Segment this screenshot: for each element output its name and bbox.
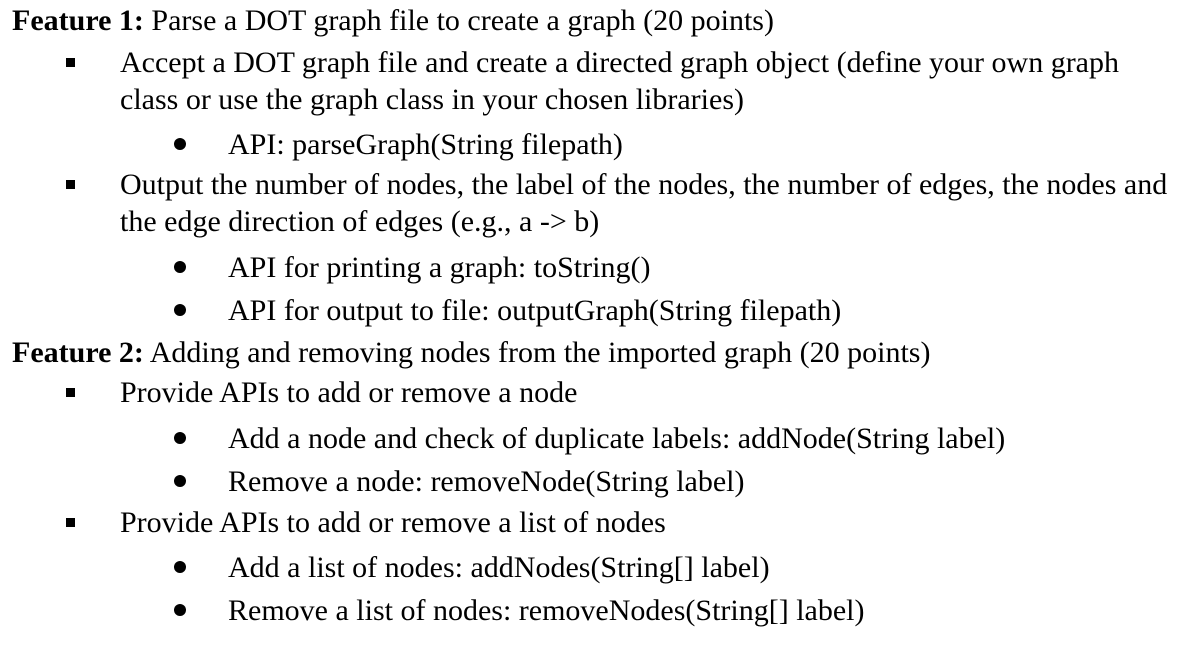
round-bullet-icon — [174, 304, 186, 316]
feature-2-item-1-sub-2-text: Remove a node: removeNode(String label) — [228, 465, 745, 498]
feature-1-item-1-sub-1 — [228, 126, 1178, 163]
feature-1-item-1 — [120, 44, 1180, 118]
feature-1-item-2-sub-1 — [228, 249, 1178, 286]
feature-2-item-2-sub-2-text: Remove a list of nodes: removeNodes(String[] label) — [228, 594, 865, 627]
feature-2-item-1-sub-2 — [228, 463, 1178, 500]
feature-1-item-2 — [120, 166, 1180, 240]
feature-1-item-2-sub-1-text: API for printing a graph: toString() — [228, 251, 651, 284]
square-bullet-icon — [66, 180, 75, 189]
feature-2-item-2-sub-1-text: Add a list of nodes: addNodes(String[] label) — [228, 551, 770, 584]
feature-2-item-2-sub-1 — [228, 549, 1178, 586]
feature-2-item-1-text: Provide APIs to add or remove a node — [120, 376, 578, 409]
feature-2-item-1 — [120, 374, 1180, 411]
feature-2-item-2-sub-2 — [228, 592, 1178, 629]
feature-1-item-2-text: Output the number of nodes, the label of the nodes, the number of edges, the nodes and the edge direction of edges (e.g., a -> b) — [120, 168, 1168, 238]
feature-2-item-2 — [120, 504, 1180, 541]
round-bullet-icon — [174, 138, 186, 150]
feature-2-item-1-sub-1 — [228, 420, 1178, 457]
feature-1-item-2-sub-2 — [228, 292, 1178, 329]
feature-1-heading — [12, 2, 774, 39]
round-bullet-icon — [174, 475, 186, 487]
feature-1-label: Feature 1: — [12, 4, 144, 37]
feature-1-item-1-sub-1-text: API: parseGraph(String filepath) — [228, 128, 623, 161]
feature-2-heading — [12, 334, 930, 371]
feature-1-item-2-sub-2-text: API for output to file: outputGraph(String filepath) — [228, 294, 842, 327]
feature-2-label: Feature 2: — [12, 336, 144, 369]
feature-2-item-2-text: Provide APIs to add or remove a list of nodes — [120, 506, 666, 539]
feature-2-item-1-sub-1-text: Add a node and check of duplicate labels: addNode(String label) — [228, 422, 1006, 455]
round-bullet-icon — [174, 261, 186, 273]
round-bullet-icon — [174, 561, 186, 573]
round-bullet-icon — [174, 432, 186, 444]
feature-2-title: Adding and removing nodes from the imported graph (20 points) — [149, 336, 931, 369]
square-bullet-icon — [66, 388, 75, 397]
feature-1-item-1-text: Accept a DOT graph file and create a directed graph object (define your own graph class or use the graph class in your chosen libraries) — [120, 46, 1119, 116]
square-bullet-icon — [66, 58, 75, 67]
square-bullet-icon — [66, 518, 75, 527]
feature-1-title: Parse a DOT graph file to create a graph (20 points) — [151, 4, 774, 37]
round-bullet-icon — [174, 604, 186, 616]
